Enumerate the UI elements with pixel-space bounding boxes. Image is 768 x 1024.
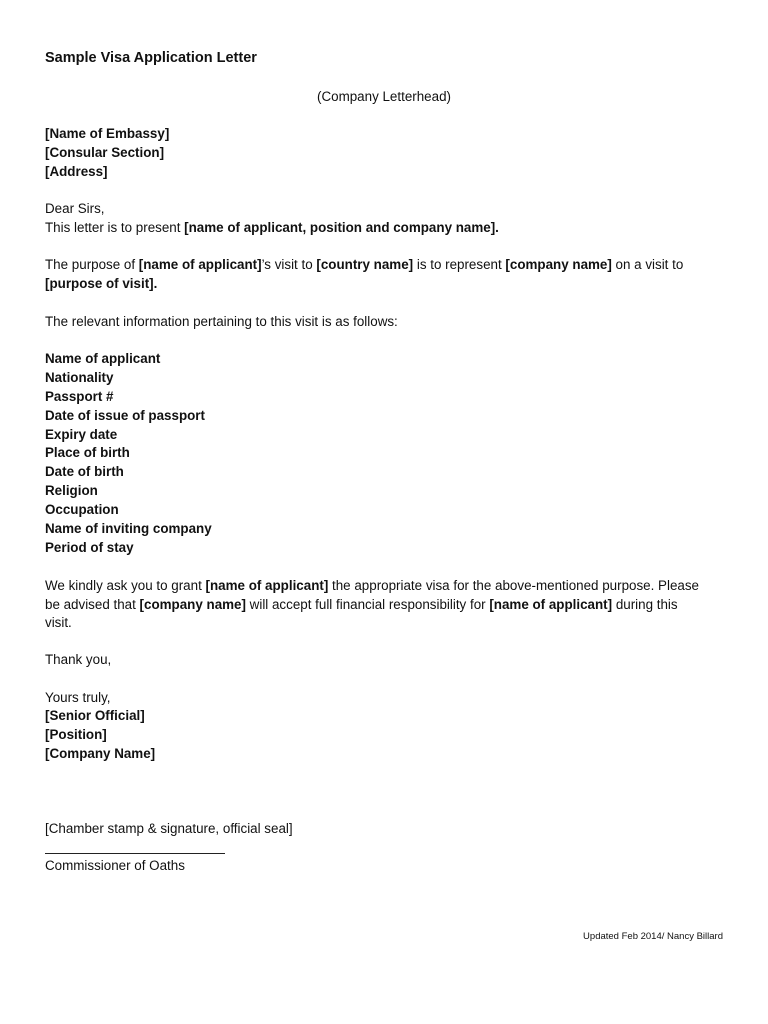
field-date-of-birth: Date of birth <box>45 464 124 479</box>
intro-placeholder: [name of applicant, position and company name]. <box>184 220 499 235</box>
field-expiry-date: Expiry date <box>45 427 118 442</box>
purpose-text-3: is to represent <box>413 257 506 272</box>
request-line3: visit. <box>45 615 72 630</box>
request-text-5: during this <box>612 597 678 612</box>
thanks: Thank you, <box>45 652 112 667</box>
addressee-address: [Address] <box>45 164 108 179</box>
purpose-applicant: [name of applicant] <box>138 257 262 272</box>
field-nationality: Nationality <box>45 370 114 385</box>
stamp-placeholder: [Chamber stamp & signature, official seal] <box>45 821 293 836</box>
field-place-of-birth: Place of birth <box>45 445 130 460</box>
commissioner-label: Commissioner of Oaths <box>45 858 185 873</box>
info-intro: The relevant information pertaining to this visit is as follows: <box>45 314 398 329</box>
signatory-position: [Position] <box>45 727 107 742</box>
addressee-embassy: [Name of Embassy] <box>45 126 170 141</box>
addressee-section: [Consular Section] <box>45 145 165 160</box>
request-text-4: will accept full financial responsibility for <box>245 597 490 612</box>
salutation: Dear Sirs, <box>45 201 105 216</box>
field-religion: Religion <box>45 483 98 498</box>
field-inviting-company: Name of inviting company <box>45 521 212 536</box>
request-applicant: [name of applicant] <box>205 578 329 593</box>
purpose-of-visit: [purpose of visit]. <box>45 276 158 291</box>
request-line2 <box>45 596 678 614</box>
field-occupation: Occupation <box>45 502 119 517</box>
purpose-text-2: ’s visit to <box>261 257 317 272</box>
field-period-of-stay: Period of stay <box>45 540 134 555</box>
field-passport-issue-date: Date of issue of passport <box>45 408 205 423</box>
letterhead-placeholder: (Company Letterhead) <box>317 89 451 104</box>
request-applicant-2: [name of applicant] <box>489 597 613 612</box>
signatory-company: [Company Name] <box>45 746 156 761</box>
intro-text: This letter is to present <box>45 220 185 235</box>
purpose-paragraph-line1 <box>45 256 683 274</box>
request-company: [company name] <box>139 597 246 612</box>
signatory-official: [Senior Official] <box>45 708 145 723</box>
signature-line <box>45 853 225 854</box>
purpose-country: [country name] <box>316 257 414 272</box>
closing: Yours truly, <box>45 690 111 705</box>
intro-paragraph <box>45 219 499 237</box>
request-line1 <box>45 577 699 595</box>
field-name-of-applicant: Name of applicant <box>45 351 161 366</box>
request-text-2: the appropriate visa for the above-mentioned purpose. Please <box>328 578 700 593</box>
field-passport: Passport # <box>45 389 114 404</box>
footer-note: Updated Feb 2014/ Nancy Billard <box>583 931 723 942</box>
request-text-1: We kindly ask you to grant <box>45 578 206 593</box>
purpose-text-1: The purpose of <box>45 257 139 272</box>
request-text-3: be advised that <box>45 597 140 612</box>
purpose-text-4: on a visit to <box>611 257 684 272</box>
purpose-company: [company name] <box>505 257 612 272</box>
document-title: Sample Visa Application Letter <box>45 50 257 66</box>
